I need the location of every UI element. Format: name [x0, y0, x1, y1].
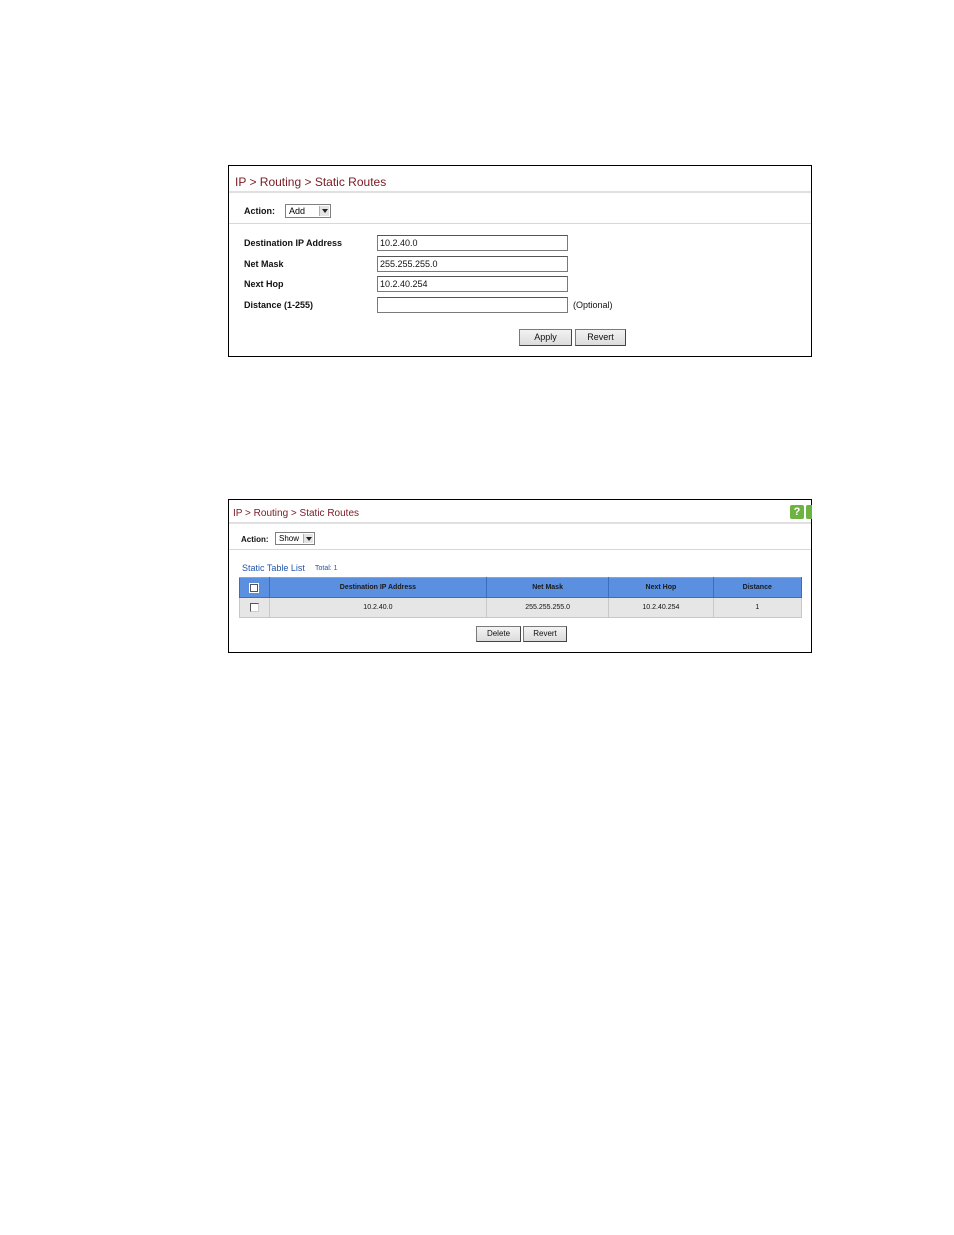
- action-divider: [229, 549, 811, 550]
- action-label: Action:: [244, 206, 275, 216]
- static-routes-add-panel: [228, 165, 812, 357]
- table-row: [240, 598, 802, 618]
- column-header-next-hop[interactable]: Next Hop: [609, 578, 713, 598]
- cell-distance: 1: [713, 598, 801, 618]
- cell-destination: 10.2.40.0: [269, 598, 486, 618]
- revert-button[interactable]: Revert: [523, 626, 567, 642]
- action-select-value: Show: [279, 534, 300, 543]
- action-select-value: Add: [289, 206, 306, 216]
- delete-button[interactable]: Delete: [476, 626, 521, 642]
- revert-button[interactable]: Revert: [575, 329, 626, 346]
- select-all-checkbox[interactable]: [249, 583, 259, 593]
- static-table-total: Total: 1: [315, 565, 338, 572]
- field-label-distance: Distance (1-255): [244, 300, 314, 310]
- edge-icon: [806, 505, 812, 519]
- table-header-row: [240, 578, 802, 598]
- row-select-cell: [240, 598, 270, 618]
- row-checkbox[interactable]: [250, 603, 259, 612]
- net-mask-input[interactable]: 255.255.255.0: [377, 256, 568, 272]
- column-header-net-mask[interactable]: Net Mask: [487, 578, 609, 598]
- column-header-distance[interactable]: Distance: [713, 578, 801, 598]
- column-header-destination[interactable]: Destination IP Address: [269, 578, 486, 598]
- static-routes-show-panel: [228, 499, 812, 653]
- action-label: Action:: [241, 535, 269, 544]
- chevron-down-icon[interactable]: [303, 534, 313, 543]
- apply-button[interactable]: Apply: [519, 329, 572, 346]
- static-table-list-title: Static Table List: [242, 563, 305, 573]
- optional-note: (Optional): [573, 300, 613, 310]
- distance-input[interactable]: [377, 297, 568, 313]
- next-hop-input[interactable]: 10.2.40.254: [377, 276, 568, 292]
- title-divider: [229, 522, 811, 524]
- help-icon[interactable]: ?: [790, 505, 804, 519]
- cell-net-mask: 255.255.255.0: [487, 598, 609, 618]
- select-all-cell: [240, 578, 270, 598]
- page-title: IP > Routing > Static Routes: [235, 175, 387, 189]
- action-divider: [229, 223, 811, 224]
- cell-next-hop: 10.2.40.254: [609, 598, 713, 618]
- static-routes-table: [239, 577, 802, 618]
- action-select[interactable]: [275, 532, 315, 545]
- field-label-net-mask: Net Mask: [244, 259, 284, 269]
- action-select[interactable]: [285, 204, 331, 218]
- destination-ip-input[interactable]: 10.2.40.0: [377, 235, 568, 251]
- chevron-down-icon[interactable]: [319, 206, 329, 216]
- field-label-next-hop: Next Hop: [244, 279, 284, 289]
- page-title: IP > Routing > Static Routes: [233, 508, 360, 519]
- title-divider: [229, 191, 811, 193]
- field-label-destination-ip: Destination IP Address: [244, 238, 343, 248]
